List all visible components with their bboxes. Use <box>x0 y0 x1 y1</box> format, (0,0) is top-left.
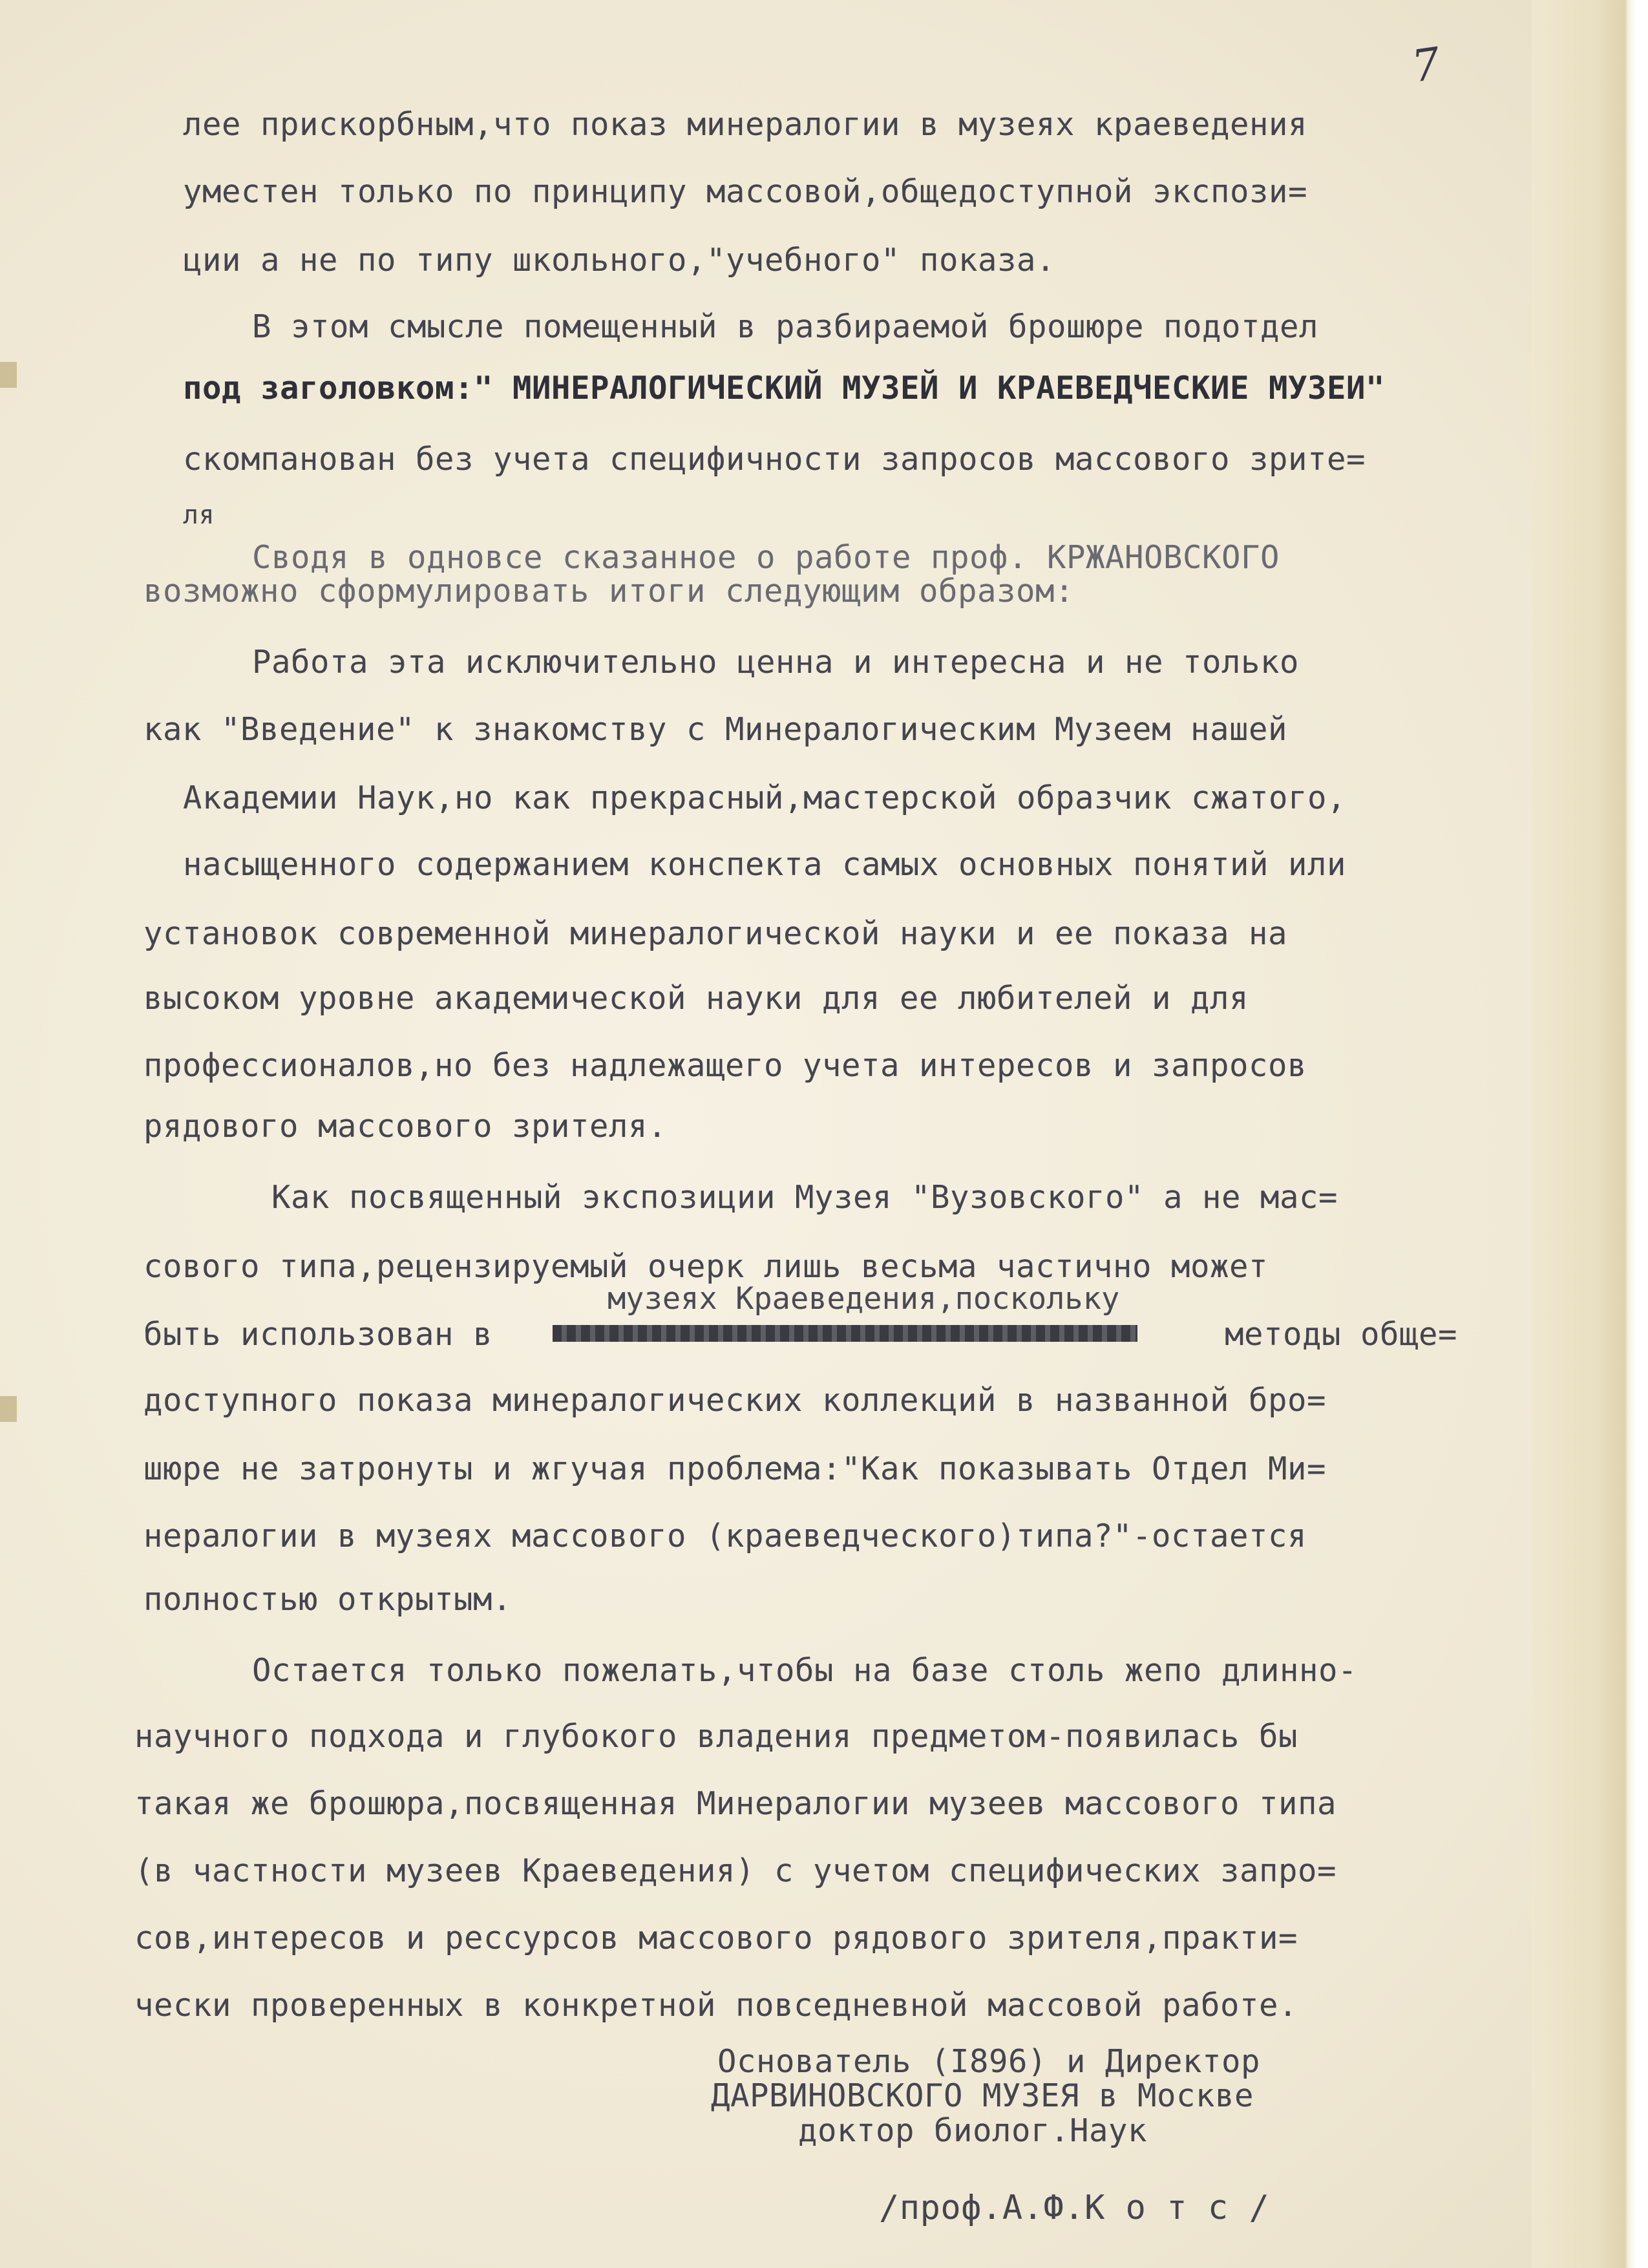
text-line: В этом смысле помещенный в разбираемой брошюре подотдел <box>252 308 1319 345</box>
text-line: насыщенного содержанием конспекта самых основных понятий или <box>183 846 1347 883</box>
text-line: полностью открытым. <box>143 1581 512 1618</box>
text-line: Работа эта исключительно ценна и интересна и не только <box>252 644 1300 681</box>
text-line: высоком уровне академической науки для ее любителей и для <box>143 980 1249 1017</box>
text-line: чески проверенных в конкретной повседневной массовой работе. <box>134 1987 1298 2024</box>
text-line: Как посвященный экспозиции Музея "Вузовского" а не мас= <box>271 1179 1338 1216</box>
text-line: Остается только пожелать,чтобы на базе столь жепо длинно- <box>252 1652 1358 1689</box>
text-line: как "Введение" к знакомству с Минералогическим Музеем нашей <box>143 711 1288 748</box>
text-line: лее прискорбным,что показ минералогии в музеях краеведения <box>183 106 1308 143</box>
text-line: научного подхода и глубокого владения предметом-появилась бы <box>134 1718 1298 1755</box>
paper-edge <box>1532 0 1648 2268</box>
text-line: Сводя в одновсе сказанное о работе проф. КРЖАНОВСКОГО <box>252 539 1280 576</box>
handwritten-insertion: музеях Краеведения,поскольку <box>607 1281 1120 1317</box>
text-line: под заголовком:" МИНЕРАЛОГИЧЕСКИЙ МУЗЕЙ И КРАЕВЕДЧЕСКИЕ МУЗЕИ" <box>183 370 1386 407</box>
text-line: скомпанован без учета специфичности запросов массового зрите= <box>183 441 1366 478</box>
signature-museum: ДАРВИНОВСКОГО МУЗЕЯ в Москве <box>711 2077 1254 2114</box>
text-line: рядового массового зрителя. <box>143 1108 668 1145</box>
signature-title: Основатель (I896) и Директор <box>717 2043 1261 2080</box>
signature-degree: доктор биолог.Наук <box>798 2112 1148 2149</box>
text-line: Академии Наук,но как прекрасный,мастерской образчик сжатого, <box>183 779 1347 816</box>
text-line: установок современной минералогической науки и ее показа на <box>143 915 1288 952</box>
text-line: быть использован в <box>143 1316 493 1353</box>
page-number: 7 <box>1408 38 1444 93</box>
text-line: доступного показа минералогических коллекций в названной бро= <box>143 1382 1327 1419</box>
text-line: сов,интересов и рессурсов массового рядового зрителя,практи= <box>134 1920 1298 1956</box>
text-line: нералогии в музеях массового (краеведческого)типа?"-остается <box>143 1518 1307 1554</box>
text-line: возможно сформулировать итоги следующим образом: <box>143 573 1075 609</box>
text-line: (в частности музеев Краеведения) с учетом специфических запро= <box>134 1852 1337 1889</box>
struck-out-text <box>553 1325 1137 1342</box>
text-line: ля <box>183 500 215 530</box>
text-line: профессионалов,но без надлежащего учета интересов и запросов <box>143 1047 1307 1084</box>
binding-mark <box>0 362 17 388</box>
text-line: ции а не по типу школьного,"учебного" показа. <box>183 242 1056 279</box>
text-line: такая же брошюра,посвященная Минералогии музеев массового типа <box>134 1785 1337 1822</box>
text-line: шюре не затронуты и жгучая проблема:"Как показывать Отдел Ми= <box>143 1450 1327 1487</box>
text-line: методы обще= <box>1225 1316 1458 1353</box>
signature-name: /проф.А.Ф.К о т с / <box>879 2189 1270 2227</box>
text-line: уместен только по принципу массовой,общедоступной экспози= <box>183 173 1308 210</box>
binding-mark <box>0 1396 17 1422</box>
text-line: сового типа,рецензируемый очерк лишь весьма частично может <box>143 1248 1269 1285</box>
